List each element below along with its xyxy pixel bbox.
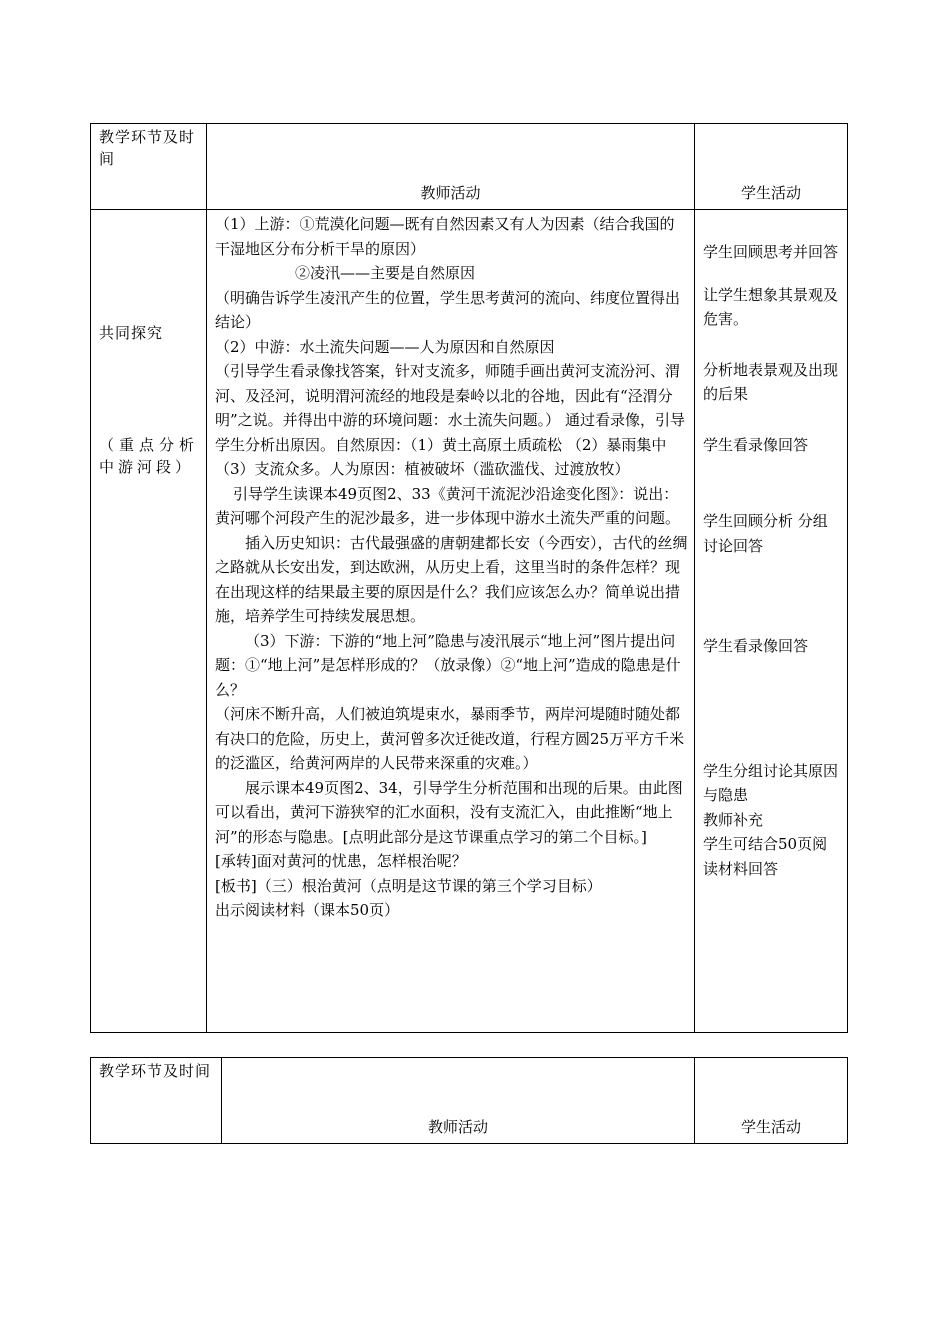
teacher-activity-header: 教师活动	[427, 1118, 488, 1136]
teacher-paragraph: （引导学生看录像找答案，针对支流多，师随手画出黄河支流汾河、渭河、及泾河，说明渭河流经的地段是秦岭以北的谷地，因此有“泾渭分明”之说。并得出中游的环境问题：水土流失问题。） 通过看录像，引导学生分析出原因。自然原因：（1）黄土高原土质疏松 （2）暴雨集中 （3）支流众多。人为原因：植被破坏（滥砍滥伐、过渡放牧）	[215, 362, 685, 478]
teacher-activity-content	[207, 210, 694, 923]
student-note: 学生看录像回答	[703, 435, 809, 454]
teacher-paragraph: 插入历史知识：古代最强盛的唐朝建都长安（今西安），古代的丝绸之路就从长安出发，到达欧洲，从历史上看，这里当时的条件怎样？现在出现这样的结果最主要的原因是什么？我们应该怎么办？简单说出措施，培养学生可持续发展思想。	[215, 533, 688, 625]
teacher-paragraph: 引导学生读课本49页图2、33《黄河干流泥沙沿途变化图》：说出：黄河哪个河段产生的泥沙最多，进一步体现中游水土流失严重的问题。	[215, 484, 681, 527]
stage-label-focus: （重点分析中游河段）	[99, 436, 198, 476]
teacher-paragraph: [承转]面对黄河的忧患，怎样根治呢？	[215, 852, 467, 870]
stage-time-header: 教学环节及时间	[99, 128, 196, 168]
student-note: 学生分组讨论其原因与隐患	[703, 761, 839, 804]
teacher-paragraph: 展示课本49页图2、34，引导学生分析范围和出现的后果。由此图可以看出，黄河下游狭窄的汇水面积，没有支流汇入，由此推断“地上河”的形态与隐患。[点明此部分是这节课重点学习的第二个目标。]	[215, 778, 683, 846]
student-activity-header: 学生活动	[740, 184, 801, 202]
lesson-table-1	[90, 123, 848, 1033]
teacher-activity-cell	[207, 210, 695, 1033]
teacher-activity-header-cell	[222, 1058, 695, 1144]
student-note: 教师补充	[703, 810, 764, 829]
student-note: 让学生想象其景观及危害。	[703, 285, 839, 328]
stage-time-header-cell	[91, 124, 207, 210]
student-note: 学生可结合50页阅读材料回答	[703, 835, 828, 878]
stage-time-header-cell	[91, 1058, 222, 1144]
teacher-paragraph: （明确告诉学生凌汛产生的位置，学生思考黄河的流向、纬度位置得出结论）	[215, 288, 681, 331]
student-activity-header: 学生活动	[740, 1118, 801, 1136]
student-activity-cell	[695, 210, 848, 1033]
teacher-paragraph: （3）下游：下游的“地上河”隐患与凌汛展示“地上河”图片提出问题：①“地上河”是怎样形成的？（放录像）②“地上河”造成的隐患是什么？	[215, 631, 681, 699]
content-row	[91, 210, 848, 1033]
teacher-paragraph: [板书]（三）根治黄河（点明是这节课的第三个学习目标）	[215, 876, 602, 895]
teacher-activity-header-cell	[207, 124, 695, 210]
header-row	[91, 124, 848, 210]
lesson-table-2	[90, 1057, 848, 1144]
student-activity-header-cell	[695, 124, 848, 210]
teacher-paragraph: （河床不断升高，人们被迫筑堤束水，暴雨季节，两岸河堤随时随处都有决口的危险，历史上，黄河曾多次迁徙改道，行程方圆25万平方千米的泛滥区，给黄河两岸的人民带来深重的灾难。）	[215, 705, 685, 772]
student-note: 学生回顾分析 分组讨论回答	[703, 512, 828, 555]
student-activity-content	[695, 210, 847, 881]
stage-label-cell	[91, 210, 207, 1033]
teacher-paragraph: （1）上游：①荒漠化问题—既有自然因素又有人为因素（结合我国的干湿地区分布分析干旱的原因）	[215, 215, 675, 258]
stage-time-header: 教学环节及时间	[99, 1062, 212, 1080]
student-note: 分析地表景观及出现的后果	[703, 360, 839, 403]
student-note: 学生看录像回答	[703, 637, 809, 655]
teacher-paragraph: ②凌汛——主要是自然原因	[295, 264, 476, 282]
header-row	[91, 1058, 848, 1144]
student-activity-header-cell	[695, 1058, 848, 1144]
teacher-paragraph: （2）中游：水土流失问题——人为原因和自然原因	[215, 337, 555, 356]
stage-label-main: 共同探究	[99, 324, 164, 342]
teacher-activity-header: 教师活动	[420, 184, 481, 202]
teacher-paragraph: 出示阅读材料（课本50页）	[215, 901, 400, 919]
student-note: 学生回顾思考并回答	[703, 243, 839, 261]
